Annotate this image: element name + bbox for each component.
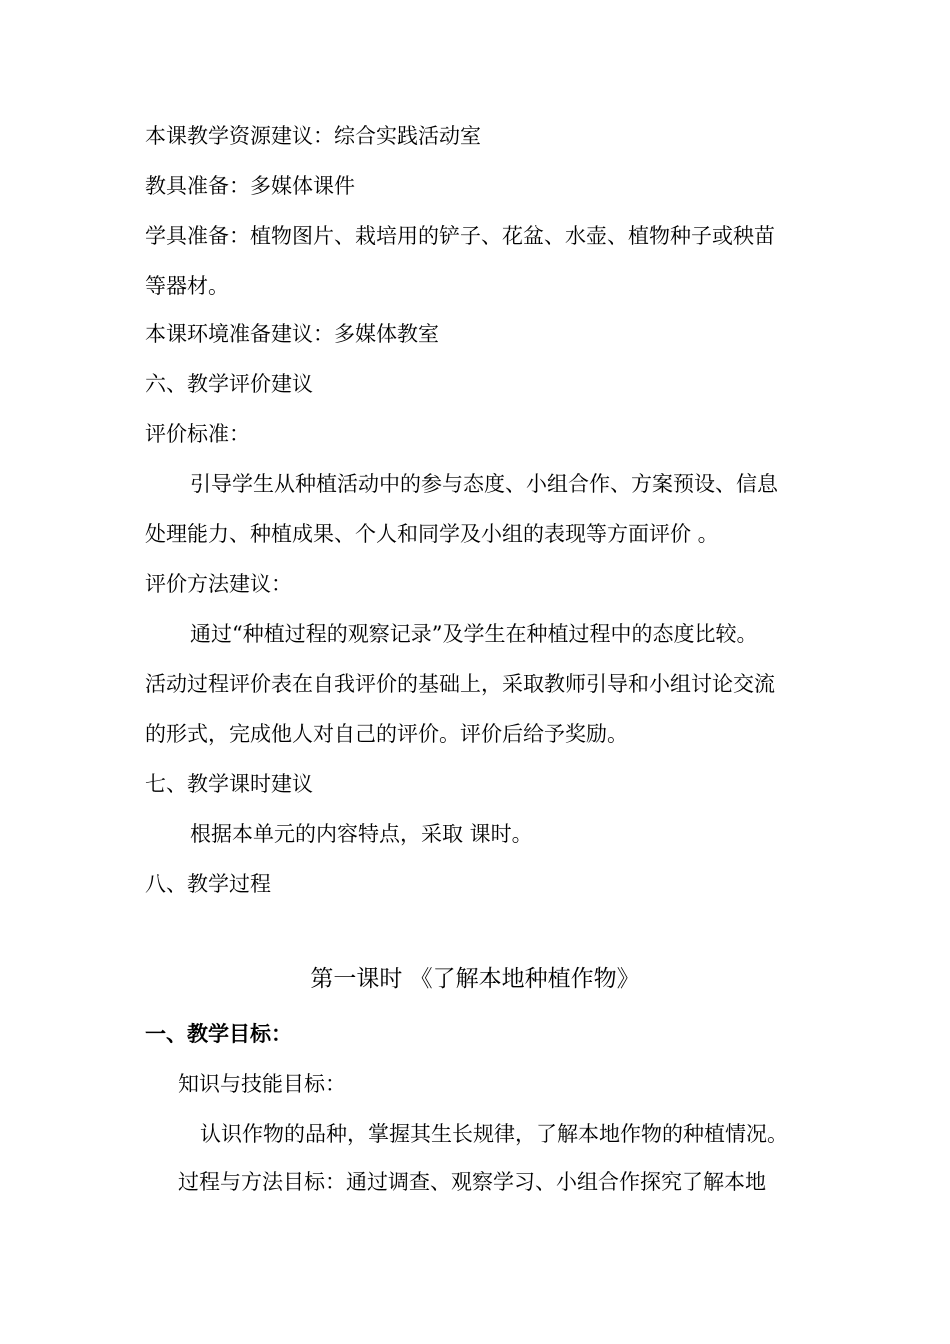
objectives-heading: 一、教学目标： — [145, 1022, 292, 1046]
evaluation-criteria-text-1: 引导学生从种植活动中的参与态度、小组合作、方案预设、信息 — [190, 472, 778, 496]
teaching-aids: 教具准备：多媒体课件 — [145, 174, 355, 198]
section-heading-process: 八、教学过程 — [145, 872, 271, 896]
knowledge-skills-text: 认识作物的品种，掌握其生长规律，了解本地作物的种植情况。 — [200, 1122, 788, 1146]
evaluation-method-text-2: 活动过程评价表在自我评价的基础上，采取教师引导和小组讨论交流 — [145, 672, 775, 696]
evaluation-criteria-label: 评价标准： — [145, 422, 250, 446]
environment-suggestion: 本课环境准备建议：多媒体教室 — [145, 322, 439, 346]
resource-suggestion: 本课教学资源建议：综合实践活动室 — [145, 124, 481, 148]
evaluation-method-label: 评价方法建议： — [145, 572, 292, 596]
hours-text: 根据本单元的内容特点，采取 课时。 — [190, 822, 533, 846]
section-heading-evaluation: 六、教学评价建议 — [145, 372, 313, 396]
process-method-text: 过程与方法目标：通过调查、观察学习、小组合作探究了解本地 — [178, 1170, 766, 1194]
lesson-title: 第一课时 《了解本地种植作物》 — [310, 966, 640, 992]
knowledge-skills-label: 知识与技能目标： — [178, 1072, 346, 1096]
section-heading-hours: 七、教学课时建议 — [145, 772, 313, 796]
learning-aids-continued: 等器材。 — [145, 274, 229, 298]
evaluation-method-text-3: 的形式，完成他人对自己的评价。评价后给予奖励。 — [145, 722, 628, 746]
evaluation-criteria-text-2: 处理能力、种植成果、个人和同学及小组的表现等方面评价 。 — [145, 522, 719, 546]
evaluation-method-text-1: 通过“种植过程的观察记录”及学生在种植过程中的态度比较。 — [190, 622, 758, 646]
learning-aids: 学具准备：植物图片、栽培用的铲子、花盆、水壶、植物种子或秧苗 — [145, 224, 775, 248]
